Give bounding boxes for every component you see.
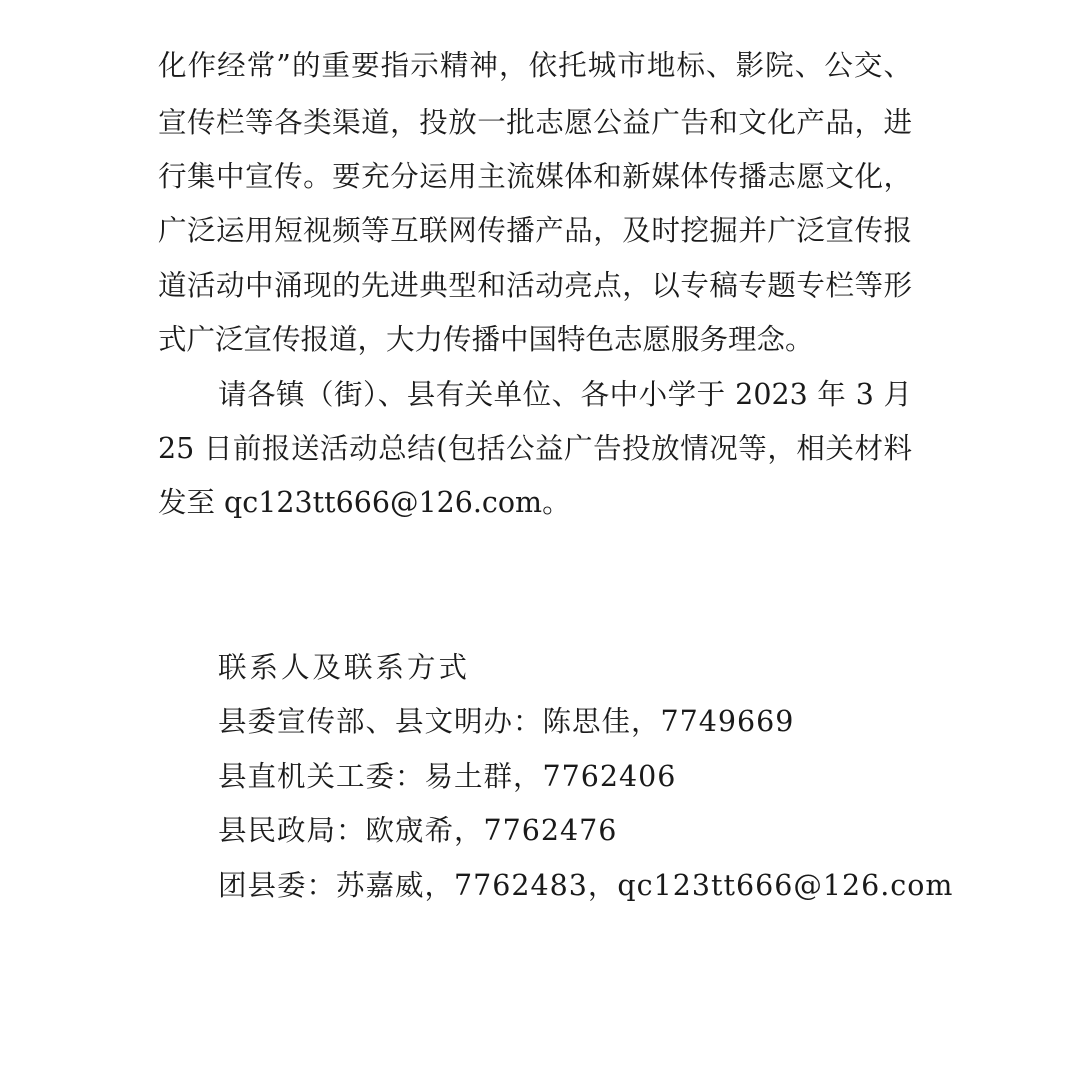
contact-entry-3: 县民政局：欧宬希，7762476 <box>218 814 618 847</box>
paragraph-2-line-1: 请各镇（街）、县有关单位、各中小学于 2023 年 3 月 <box>218 378 912 411</box>
paragraph-1-line-6: 式广泛宣传报道，大力传播中国特色志愿服务理念。 <box>158 323 814 356</box>
contact-entry-1: 县委宣传部、县文明办：陈思佳，7749669 <box>218 705 795 738</box>
paragraph-1-line-3: 行集中宣传。要充分运用主流媒体和新媒体传播志愿文化， <box>158 160 912 193</box>
contacts-heading: 联系人及联系方式 <box>218 651 471 684</box>
paragraph-1-line-4: 广泛运用短视频等互联网传播产品，及时挖掘并广泛宣传报 <box>158 214 912 247</box>
contact-entry-2: 县直机关工委：易土群，7762406 <box>218 760 677 793</box>
paragraph-1-line-1: 化作经常”的重要指示精神，依托城市地标、影院、公交、 <box>158 49 912 82</box>
paragraph-2-line-3: 发至 qc123tt666@126.com。 <box>158 486 571 519</box>
paragraph-1-line-5: 道活动中涌现的先进典型和活动亮点，以专稿专题专栏等形 <box>158 269 912 302</box>
contact-entry-4: 团县委：苏嘉威，7762483，qc123tt666@126.com <box>218 869 954 902</box>
paragraph-2-line-2: 25 日前报送活动总结(包括公益广告投放情况等，相关材料 <box>158 432 912 465</box>
paragraph-1-line-2: 宣传栏等各类渠道，投放一批志愿公益广告和文化产品，进 <box>158 106 912 139</box>
